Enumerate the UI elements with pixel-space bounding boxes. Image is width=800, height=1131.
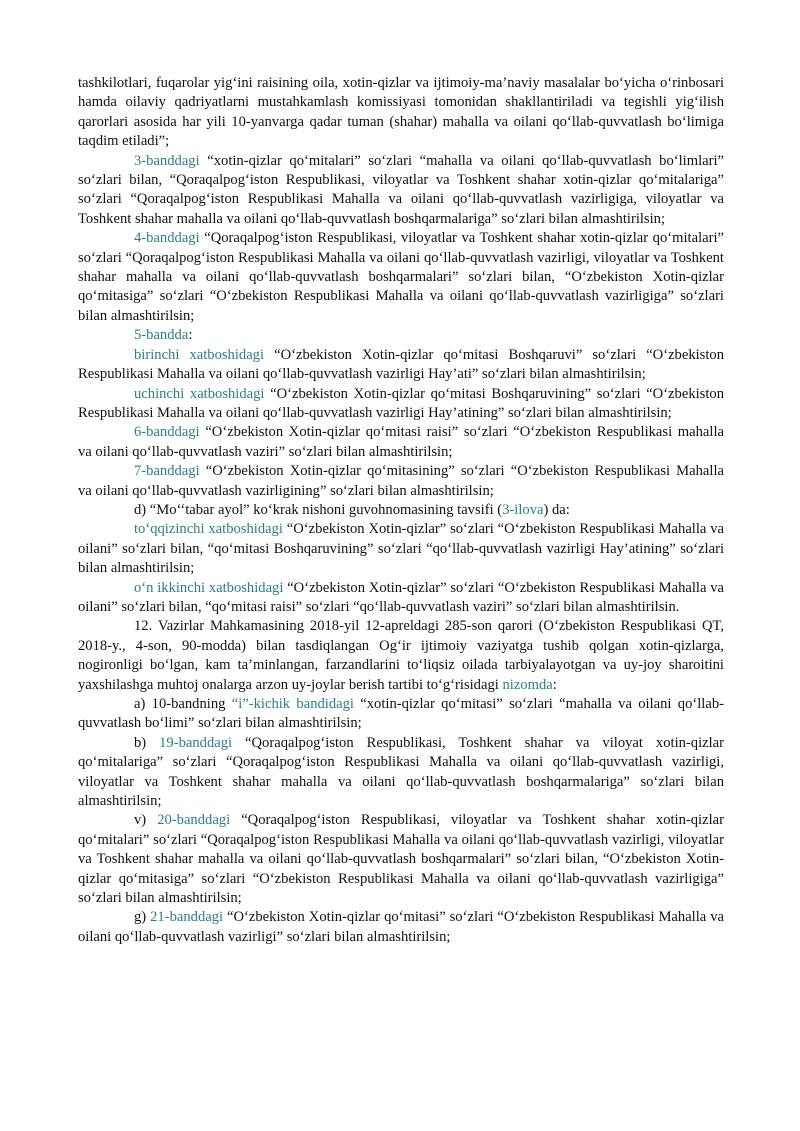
paragraph-lead-text: b)	[134, 734, 160, 751]
paragraph-text: :	[188, 327, 193, 344]
paragraph-b	[78, 734, 724, 812]
paragraph-12	[78, 617, 724, 695]
paragraph-lead-text: d) “Mo‘‘tabar ayol” ko‘krak nishoni guvohnomasining tavsifi (	[134, 501, 503, 518]
reference-link-5-band[interactable]: 5-bandda	[134, 327, 189, 344]
paragraph-3-band	[78, 152, 724, 230]
paragraph-6-band	[78, 423, 724, 462]
paragraph-toqqizinchi-xatboshi	[78, 520, 724, 578]
paragraph-birinchi-xatboshi	[78, 346, 724, 385]
paragraph-text: “O‘zbekiston Xotin-qizlar qo‘mitasi Boshqaruvining” so‘zlari “O‘zbekiston Respublikasi Mahalla va oilani qo‘llab-quvvatlash vazirligi Hay’atining” so‘zlari bilan almashtirilsin;	[78, 385, 724, 421]
paragraph-g	[78, 908, 724, 947]
paragraph-v	[78, 811, 724, 908]
paragraph-text: “O‘zbekiston Xotin-qizlar qo‘mitasi raisi” so‘zlari “O‘zbekiston Respublikasi mahalla va oilani qo‘llab-quvvatlash vaziri” so‘zlari bilan almashtirilsin;	[78, 424, 724, 460]
paragraph-7-band	[78, 462, 724, 501]
paragraph-uchinchi-xatboshi	[78, 385, 724, 424]
paragraph-text: “Qoraqalpog‘iston Respublikasi, viloyatlar va Toshkent shahar xotin-qizlar qo‘mitalari” so‘zlari “Qoraqalpog‘iston Respublikasi Mahalla va oilani qo‘llab-quvvatlash vazirligi, viloyatlar va Toshkent shahar mahalla va oilani qo‘llab-quvvatlash boshqarmalari” so‘zlari bilan, “O‘zbekiston Xotin-qizlar qo‘mitasiga” so‘zlari “O‘zbekiston Respublikasi Mahalla va oilani qo‘llab-quvvatlash vazirligiga” so‘zlari bilan almashtirilsin;	[78, 230, 724, 324]
paragraph-text: “O‘zbekiston Xotin-qizlar qo‘mitasining” so‘zlari “O‘zbekiston Respublikasi Mahalla va oilani qo‘llab-quvvatlash vazirligining” so‘zlari bilan almashtirilsin;	[78, 463, 724, 499]
paragraph-lead-text: v)	[134, 812, 158, 829]
paragraph-4-band	[78, 229, 724, 326]
paragraph-on-ikkinchi-xatboshi	[78, 579, 724, 618]
paragraph-text: :	[552, 676, 557, 693]
reference-link-7-band[interactable]: 7-banddagi	[134, 463, 200, 480]
reference-link-uchinchi-xatboshi[interactable]: uchinchi xatboshidagi	[134, 385, 265, 402]
paragraph-a	[78, 695, 724, 734]
paragraph-text: “O‘zbekiston Xotin-qizlar qo‘mitasi” so‘zlari “O‘zbekiston Respublikasi Mahalla va oilani qo‘llab-quvvatlash vazirligi” so‘zlari bilan almashtirilsin;	[78, 909, 724, 945]
paragraph-lead-text: 12. Vazirlar Mahkamasining 2018-yil 12-apreldagi 285-son qarori (O‘zbekiston Respublikasi QT, 2018-y., 4-son, 90-modda) bilan tasdiqlangan Og‘ir ijtimoiy vaziyatga tushib qolgan xotin-qizlarga, nogironligi bo‘lgan, kam ta’minlangan, farzandlarini to‘liqsiz oilada tarbiyalayotgan va uy-joy sharoitini yaxshilashga muhtoj onalarga arzon uy-joylar berish tartibi to‘g‘risidagi	[78, 618, 724, 693]
paragraph-text: “xotin-qizlar qo‘mitalari” so‘zlari “mahalla va oilani qo‘llab-quvvatlash bo‘limlari” so‘zlari bilan, “Qoraqalpog‘iston Respublikasi, viloyatlar va Toshkent shahar xotin-qizlar qo‘mitalariga” so‘zlari “Qoraqalpog‘iston Respublikasi Mahalla va oilani qo‘llab-quvvatlash vazirligiga, viloyatlar va Toshkent shahar mahalla va oilani qo‘llab-quvvatlash boshqarmalariga” so‘zlari bilan almashtirilsin;	[78, 152, 724, 227]
paragraph-text: “O‘zbekiston Xotin-qizlar” so‘zlari “O‘zbekiston Respublikasi Mahalla va oilani” so‘zlari bilan, “qo‘mitasi Boshqaruvining” so‘zlari “qo‘llab-quvvatlash vazirligi Hay’atining” so‘zlari bilan almashtirilsin;	[78, 521, 725, 577]
paragraph-lead-text: g)	[134, 909, 151, 926]
reference-link-20-band[interactable]: 20-banddagi	[157, 812, 231, 829]
reference-link-3-band[interactable]: 3-banddagi	[134, 152, 200, 169]
paragraph-text: “Qoraqalpog‘iston Respublikasi, viloyatlar va Toshkent shahar xotin-qizlar qo‘mitalari” so‘zlari “Qoraqalpog‘iston Respublikasi Mahalla va oilani qo‘llab-quvvatlash vazirligi, viloyatlar va Toshkent shahar mahalla va oilani qo‘llab-quvvatlash boshqarmalari” so‘zlari bilan, “O‘zbekiston Xotin-qizlar qo‘mitasiga” so‘zlari “O‘zbekiston Respublikasi Mahalla va oilani qo‘llab-quvvatlash vazirligiga” so‘zlari bilan almashtirilsin;	[78, 812, 724, 907]
paragraph-text: “Qoraqalpog‘iston Respublikasi, Toshkent shahar va viloyat xotin-qizlar qo‘mitalariga” so‘zlari “Qoraqalpog‘iston Respublikasi Mahalla va oilani qo‘llab-quvvatlash vazirligi, viloyatlar va Toshkent shahar mahalla va oilani qo‘llab-quvvatlash boshqarmalariga” so‘zlari bilan almashtirilsin;	[78, 734, 724, 810]
paragraph-continuation	[78, 74, 724, 152]
reference-link-toqqizinchi-xatboshi[interactable]: to‘qqizinchi xatboshidagi	[134, 521, 283, 538]
reference-link-3-ilova[interactable]: 3-ilova	[502, 501, 544, 518]
paragraph-lead-text: a) 10-bandning	[134, 696, 232, 712]
paragraph-5-band	[78, 326, 724, 345]
reference-link-6-band[interactable]: 6-banddagi	[134, 424, 200, 441]
paragraph-text: “O‘zbekiston Xotin-qizlar” so‘zlari “O‘zbekiston Respublikasi Mahalla va oilani” so‘zlari bilan, “qo‘mitasi raisi” so‘zlari “qo‘llab-quvvatlash vaziri” so‘zlari bilan almashtirilsin.	[78, 579, 724, 615]
reference-link-21-band[interactable]: 21-banddagi	[150, 909, 224, 926]
reference-link-i-kichik-band[interactable]: “i”-kichik bandidagi	[231, 696, 354, 712]
paragraph-text: “xotin-qizlar qo‘mitasi” so‘zlari “mahalla va oilani qo‘llab-quvvatlash bo‘limi” so‘zlari bilan almashtirilsin;	[78, 696, 724, 732]
paragraph-text: tashkilotlari, fuqarolar yig‘ini raisining oila, xotin-qizlar va ijtimoiy-ma’naviy masalalar bo‘yicha o‘rinbosari hamda oilaviy qadriyatlarni mustahkamlash komissiyasi tomonidan shakllantiriladi va tegishli yig‘ilish qarorlari asosida har yili 10-yanvarga qadar tuman (shahar) mahalla va oilani qo‘llab-quvvatlash bo‘limiga taqdim etiladi”;	[78, 75, 724, 150]
reference-link-4-band[interactable]: 4-banddagi	[134, 230, 200, 247]
reference-link-birinchi-xatboshi[interactable]: birinchi xatboshidagi	[134, 346, 265, 363]
document-page	[78, 74, 724, 947]
reference-link-nizomda[interactable]: nizomda	[502, 676, 553, 693]
paragraph-text: “O‘zbekiston Xotin-qizlar qo‘mitasi Boshqaruvi” so‘zlari “O‘zbekiston Respublikasi Mahalla va oilani qo‘llab-quvvatlash vazirligi Hay’ati” so‘zlari bilan almashtirilsin;	[78, 346, 725, 383]
paragraph-d	[78, 501, 724, 520]
paragraph-text: ) da:	[543, 501, 570, 518]
reference-link-on-ikkinchi-xatboshi[interactable]: o‘n ikkinchi xatboshidagi	[134, 579, 284, 596]
reference-link-19-band[interactable]: 19-banddagi	[159, 734, 233, 751]
